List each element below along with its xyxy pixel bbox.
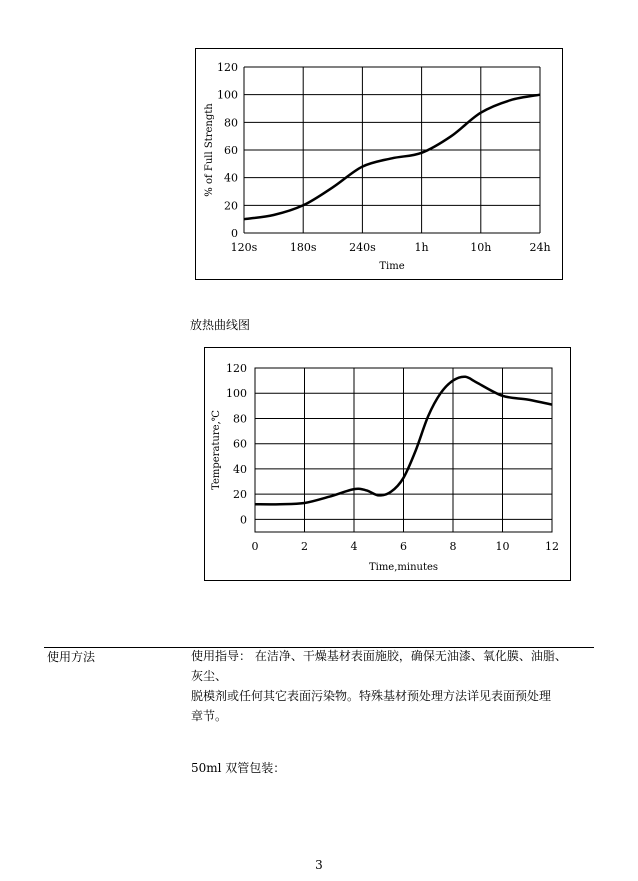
- x-tick-label: 6: [400, 540, 407, 553]
- strength-chart-svg: [196, 49, 562, 279]
- x-tick-label: 4: [350, 540, 358, 553]
- y-tick-label: 20: [233, 488, 247, 502]
- chart-caption: 放热曲线图: [190, 318, 251, 332]
- y-tick-label: 0: [231, 227, 238, 240]
- x-tick-label: 10: [495, 540, 510, 553]
- y-axis-label: Temperature,℃: [211, 410, 222, 490]
- y-tick-label: 40: [233, 462, 247, 476]
- y-tick-label: 100: [226, 387, 247, 401]
- x-tick-label: 2: [301, 540, 308, 553]
- exotherm-chart: [204, 347, 571, 581]
- exotherm-chart-svg: [205, 348, 570, 580]
- usage-line-3: 脱模剂或任何其它表面污染物。特殊基材预处理方法详见表面预处理: [191, 689, 552, 703]
- y-tick-label: 60: [224, 144, 238, 157]
- x-tick-label: 180s: [289, 241, 317, 254]
- y-axis-label: % of Full Strength: [204, 103, 215, 197]
- y-tick-label: 80: [233, 412, 247, 426]
- y-tick-label: 80: [224, 116, 238, 130]
- y-tick-label: 120: [226, 362, 247, 375]
- x-tick-label: 8: [449, 540, 457, 553]
- x-tick-label: 12: [545, 540, 559, 553]
- strength-chart: [195, 48, 563, 280]
- usage-line-2: 灰尘、: [191, 669, 228, 683]
- x-axis-label: Time,minutes: [368, 562, 439, 573]
- y-tick-label: 0: [240, 513, 247, 527]
- x-tick-label: 120s: [230, 241, 258, 254]
- x-axis-label: Time: [379, 261, 405, 272]
- y-tick-label: 60: [233, 437, 247, 451]
- x-tick-label: 10h: [470, 241, 492, 254]
- y-tick-label: 100: [217, 88, 238, 102]
- x-tick-label: 240s: [349, 241, 376, 254]
- usage-line-1: 使用指导： 在洁净、干燥基材表面施胶，确保无油漆、氧化膜、油脂、: [191, 649, 567, 663]
- y-tick-label: 20: [224, 199, 238, 213]
- packaging-text: 50ml 双管包装：: [191, 761, 286, 775]
- strength-series-line: [244, 95, 540, 220]
- usage-line-4: 章节。: [191, 709, 228, 723]
- usage-section-label: 使用方法: [47, 650, 96, 664]
- page-number: 3: [315, 858, 323, 872]
- x-tick-label: 24h: [529, 241, 551, 254]
- y-tick-label: 40: [224, 171, 238, 185]
- x-tick-label: 0: [251, 540, 259, 553]
- x-tick-label: 1h: [414, 241, 429, 254]
- y-tick-label: 120: [217, 61, 238, 74]
